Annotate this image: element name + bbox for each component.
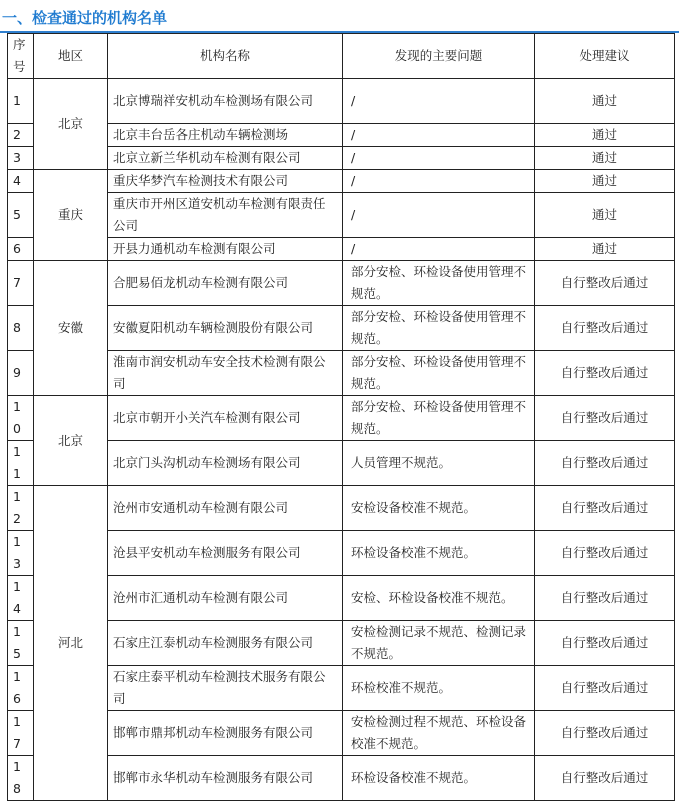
org-name: 开县力通机动车检测有限公司	[108, 238, 343, 261]
row-index: 10	[8, 396, 34, 441]
table-row	[8, 238, 675, 261]
issue-cell: /	[343, 193, 535, 238]
table-row	[8, 531, 675, 576]
org-name: 合肥易佰龙机动车检测有限公司	[108, 261, 343, 306]
org-name: 北京丰台岳各庄机动车辆检测场	[108, 124, 343, 147]
org-name: 石家庄江泰机动车检测服务有限公司	[108, 621, 343, 666]
advice-cell: 通过	[535, 124, 675, 147]
row-index: 1	[8, 79, 34, 124]
issue-cell: 环检设备校准不规范。	[343, 531, 535, 576]
issue-cell: 人员管理不规范。	[343, 441, 535, 486]
org-name: 北京门头沟机动车检测场有限公司	[108, 441, 343, 486]
advice-cell: 自行整改后通过	[535, 756, 675, 801]
issue-cell: 部分安检、环检设备使用管理不规范。	[343, 351, 535, 396]
table-row	[8, 306, 675, 351]
header-name: 机构名称	[108, 34, 343, 79]
advice-cell: 自行整改后通过	[535, 396, 675, 441]
issue-cell: 安检、环检设备校准不规范。	[343, 576, 535, 621]
row-index: 14	[8, 576, 34, 621]
org-name: 石家庄泰平机动车检测技术服务有限公司	[108, 666, 343, 711]
row-index: 6	[8, 238, 34, 261]
row-index: 3	[8, 147, 34, 170]
table-row	[8, 79, 675, 124]
table-row	[8, 396, 675, 441]
region-cell: 河北	[34, 486, 108, 801]
org-name: 邯郸市鼎邦机动车检测服务有限公司	[108, 711, 343, 756]
issue-cell: 安检检测过程不规范、环检设备校准不规范。	[343, 711, 535, 756]
row-index: 11	[8, 441, 34, 486]
row-index: 18	[8, 756, 34, 801]
issue-cell: /	[343, 170, 535, 193]
header-index: 序号	[8, 34, 34, 79]
issue-cell: 环检校准不规范。	[343, 666, 535, 711]
org-name: 北京市朝开小关汽车检测有限公司	[108, 396, 343, 441]
table-row	[8, 147, 675, 170]
advice-cell: 自行整改后通过	[535, 531, 675, 576]
org-name: 北京博瑞祥安机动车检测场有限公司	[108, 79, 343, 124]
issue-cell: 部分安检、环检设备使用管理不规范。	[343, 396, 535, 441]
row-index: 16	[8, 666, 34, 711]
row-index: 5	[8, 193, 34, 238]
advice-cell: 自行整改后通过	[535, 261, 675, 306]
advice-cell: 自行整改后通过	[535, 711, 675, 756]
org-name: 沧州市汇通机动车检测有限公司	[108, 576, 343, 621]
advice-cell: 通过	[535, 79, 675, 124]
row-index: 17	[8, 711, 34, 756]
org-name: 邯郸市永华机动车检测服务有限公司	[108, 756, 343, 801]
table-row	[8, 261, 675, 306]
header-advice: 处理建议	[535, 34, 675, 79]
issue-cell: 部分安检、环检设备使用管理不规范。	[343, 261, 535, 306]
issue-cell: /	[343, 124, 535, 147]
org-name: 重庆华梦汽车检测技术有限公司	[108, 170, 343, 193]
org-name: 沧县平安机动车检测服务有限公司	[108, 531, 343, 576]
table-row	[8, 351, 675, 396]
advice-cell: 自行整改后通过	[535, 666, 675, 711]
advice-cell: 自行整改后通过	[535, 306, 675, 351]
row-index: 9	[8, 351, 34, 396]
table-row	[8, 711, 675, 756]
table-row	[8, 441, 675, 486]
table-row	[8, 170, 675, 193]
advice-cell: 通过	[535, 147, 675, 170]
advice-cell: 通过	[535, 170, 675, 193]
region-cell: 安徽	[34, 261, 108, 396]
advice-cell: 自行整改后通过	[535, 621, 675, 666]
table-row	[8, 124, 675, 147]
row-index: 13	[8, 531, 34, 576]
row-index: 15	[8, 621, 34, 666]
header-issue: 发现的主要问题	[343, 34, 535, 79]
table-header-row	[8, 34, 675, 79]
table-row	[8, 666, 675, 711]
org-name: 沧州市安通机动车检测有限公司	[108, 486, 343, 531]
issue-cell: /	[343, 79, 535, 124]
region-cell: 北京	[34, 396, 108, 486]
region-cell: 重庆	[34, 170, 108, 261]
advice-cell: 通过	[535, 193, 675, 238]
issue-cell: /	[343, 147, 535, 170]
table-row	[8, 193, 675, 238]
header-region: 地区	[34, 34, 108, 79]
issue-cell: 安检设备校准不规范。	[343, 486, 535, 531]
org-name: 安徽夏阳机动车辆检测股份有限公司	[108, 306, 343, 351]
table-row	[8, 576, 675, 621]
org-name: 北京立新兰华机动车检测有限公司	[108, 147, 343, 170]
org-name: 重庆市开州区道安机动车检测有限责任公司	[108, 193, 343, 238]
region-cell: 北京	[34, 79, 108, 170]
advice-cell: 自行整改后通过	[535, 576, 675, 621]
table-row	[8, 486, 675, 531]
row-index: 4	[8, 170, 34, 193]
inspection-table	[7, 33, 675, 801]
advice-cell: 自行整改后通过	[535, 486, 675, 531]
advice-cell: 自行整改后通过	[535, 351, 675, 396]
table-row	[8, 621, 675, 666]
row-index: 12	[8, 486, 34, 531]
issue-cell: /	[343, 238, 535, 261]
section-title: 一、检查通过的机构名单	[2, 9, 168, 27]
row-index: 2	[8, 124, 34, 147]
advice-cell: 自行整改后通过	[535, 441, 675, 486]
issue-cell: 部分安检、环检设备使用管理不规范。	[343, 306, 535, 351]
issue-cell: 安检检测记录不规范、检测记录不规范。	[343, 621, 535, 666]
org-name: 淮南市润安机动车安全技术检测有限公司	[108, 351, 343, 396]
row-index: 7	[8, 261, 34, 306]
row-index: 8	[8, 306, 34, 351]
advice-cell: 通过	[535, 238, 675, 261]
table-row	[8, 756, 675, 801]
issue-cell: 环检设备校准不规范。	[343, 756, 535, 801]
